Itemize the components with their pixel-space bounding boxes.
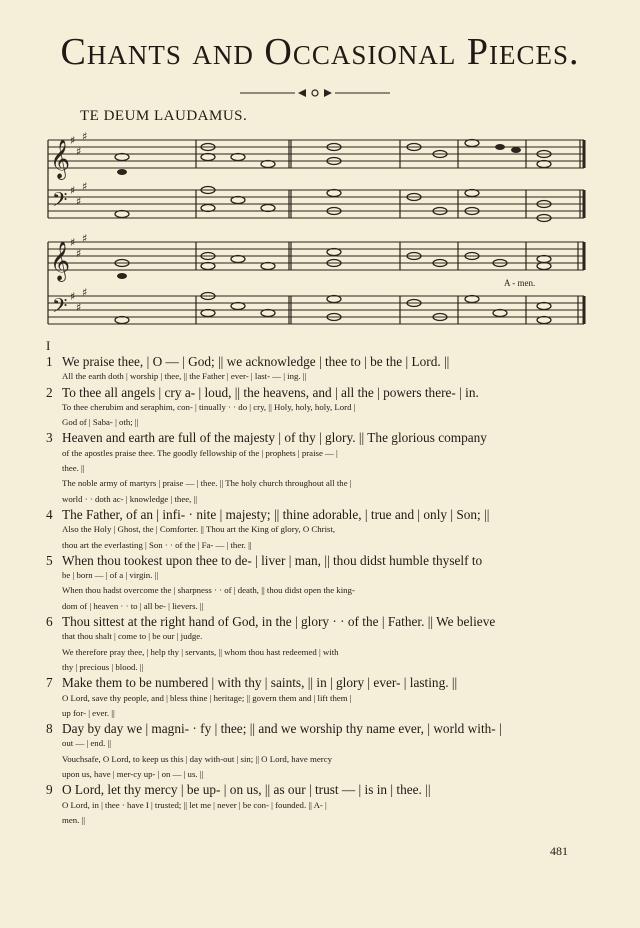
verse-8	[46, 721, 592, 782]
svg-text:♯: ♯	[82, 180, 88, 193]
verse-line: men. ||	[62, 814, 86, 825]
verse-number: 5	[46, 552, 53, 568]
svg-text:♯: ♯	[76, 195, 82, 208]
svg-text:♯: ♯	[82, 234, 88, 245]
verse-line: thou art the everlasting | Son · · of the | Fa- — | ther. ||	[62, 539, 252, 550]
verse-4	[46, 507, 592, 553]
music-system-1	[44, 132, 590, 224]
chant-text	[46, 338, 592, 828]
verse-line: When thou hadst overcome the | sharpness · · of | death, || thou didst open the king-	[62, 585, 355, 596]
bass-clef-icon: 𝄢	[52, 294, 68, 322]
verse-2	[46, 385, 592, 431]
verse-number: 2	[46, 384, 53, 400]
svg-text:♯: ♯	[82, 286, 88, 299]
svg-text:♯: ♯	[76, 247, 82, 260]
verse-line: be | born — | of a | virgin. ||	[62, 570, 159, 581]
svg-text:♯: ♯	[70, 290, 76, 303]
verse-line: Day by day we | magni- · fy | thee; || and we worship thy name ever, | world with- |	[62, 721, 502, 737]
verse-9	[46, 782, 592, 828]
section-marker: I	[46, 338, 51, 353]
verse-line: The noble army of martyrs | praise — | thee. || The holy church throughout all the |	[62, 478, 352, 489]
verse-line: world · · doth ac- | knowledge | thee, ||	[62, 493, 198, 504]
bass-clef-icon: 𝄢	[52, 188, 68, 216]
verse-number: 4	[46, 506, 53, 522]
chant-title: TE DEUM LAUDAMUS.	[80, 108, 248, 124]
verse-line: up for- | ever. ||	[62, 707, 115, 718]
verse-line: Thou sittest at the right hand of God, in the | glory · · of the | Father. || We believe	[62, 614, 496, 630]
verse-number: 9	[46, 782, 53, 798]
treble-clef-icon: 𝄞	[50, 241, 71, 281]
verse-7	[46, 675, 592, 721]
verse-line: upon us, have | mer-cy up- | on — | us. ||	[62, 769, 204, 780]
verse-line: To thee all angels | cry a- | loud, || the heavens, and | all the | powers there- | in.	[62, 384, 479, 400]
verse-line: Vouchsafe, O Lord, to keep us this | day with-out | sin; || O Lord, have mercy	[62, 753, 333, 764]
amen-lyric: A - men.	[504, 278, 536, 288]
verse-line: All the earth doth | worship | thee, || the Father | ever- | last- — | ing. ||	[62, 371, 307, 382]
verse-number: 3	[46, 430, 53, 446]
treble-clef-icon: 𝄞	[50, 139, 71, 179]
verse-line: of the apostles praise thee. The goodly fellowship of the | prophets | praise — |	[62, 447, 338, 458]
page-number: 481	[550, 844, 568, 858]
verse-line: To thee cherubim and seraphim, con- | tinually · · do | cry, || Holy, holy, holy, Lord |	[62, 401, 356, 412]
verse-6	[46, 614, 592, 675]
verse-1	[46, 354, 592, 385]
verse-number: 8	[46, 721, 53, 737]
verse-line: that thou shalt | come to | be our | judge.	[62, 631, 203, 642]
verse-number: 1	[46, 354, 53, 369]
verse-line: God of | Saba- | oth; ||	[62, 417, 139, 428]
verse-number: 6	[46, 614, 53, 630]
verse-line: O Lord, in | thee · have I | trusted; || let me | never | be con- | founded. || A- |	[62, 799, 327, 810]
verse-3	[46, 430, 592, 506]
svg-text:♯: ♯	[76, 301, 82, 314]
svg-text:♯: ♯	[82, 132, 88, 143]
verse-line: out — | end. ||	[62, 738, 112, 749]
svg-text:♯: ♯	[76, 145, 82, 158]
svg-text:♯: ♯	[70, 134, 76, 147]
svg-text:♯: ♯	[70, 184, 76, 197]
verse-5	[46, 553, 592, 614]
svg-text:♯: ♯	[70, 236, 76, 249]
verse-line: Make them to be numbered | with thy | saints, || in | glory | ever- | lasting. ||	[62, 675, 458, 691]
verse-line: O Lord, save thy people, and | bless thine | heritage; || govern them and | lift them |	[62, 692, 352, 703]
title-ornament	[240, 86, 390, 100]
verse-line: thy | precious | blood. ||	[62, 661, 144, 672]
treble-staff	[48, 140, 584, 168]
verse-line: When thou tookest upon thee to de- | liver | man, || thou didst humble thyself to	[62, 552, 483, 568]
verse-line: We therefore pray thee, | help thy | servants, || whom thou hast redeemed | with	[62, 646, 339, 657]
verse-line: dom of | heaven · · to | all be- | lievers. ||	[62, 600, 204, 611]
verse-number: 7	[46, 675, 53, 691]
verse-line: thee. ||	[62, 463, 85, 474]
verse-line: The Father, of an | infi- · nite | majesty; || thine adorable, | true and | only | Son; ||	[62, 506, 490, 522]
music-system-2	[44, 234, 590, 330]
verse-line: We praise thee, | O — | God; || we acknowledge | thee to | be the | Lord. ||	[62, 354, 450, 369]
page-title: Chants and Occasional Pieces.	[60, 31, 580, 73]
verse-line: O Lord, let thy mercy | be up- | on us, || as our | trust — | is in | thee. ||	[62, 782, 431, 798]
verse-line: Also the Holy | Ghost, the | Comforter. || Thou art the King of glory, O Christ,	[62, 524, 336, 535]
verse-line: Heaven and earth are full of the majesty | of thy | glory. || The glorious company	[62, 430, 487, 446]
